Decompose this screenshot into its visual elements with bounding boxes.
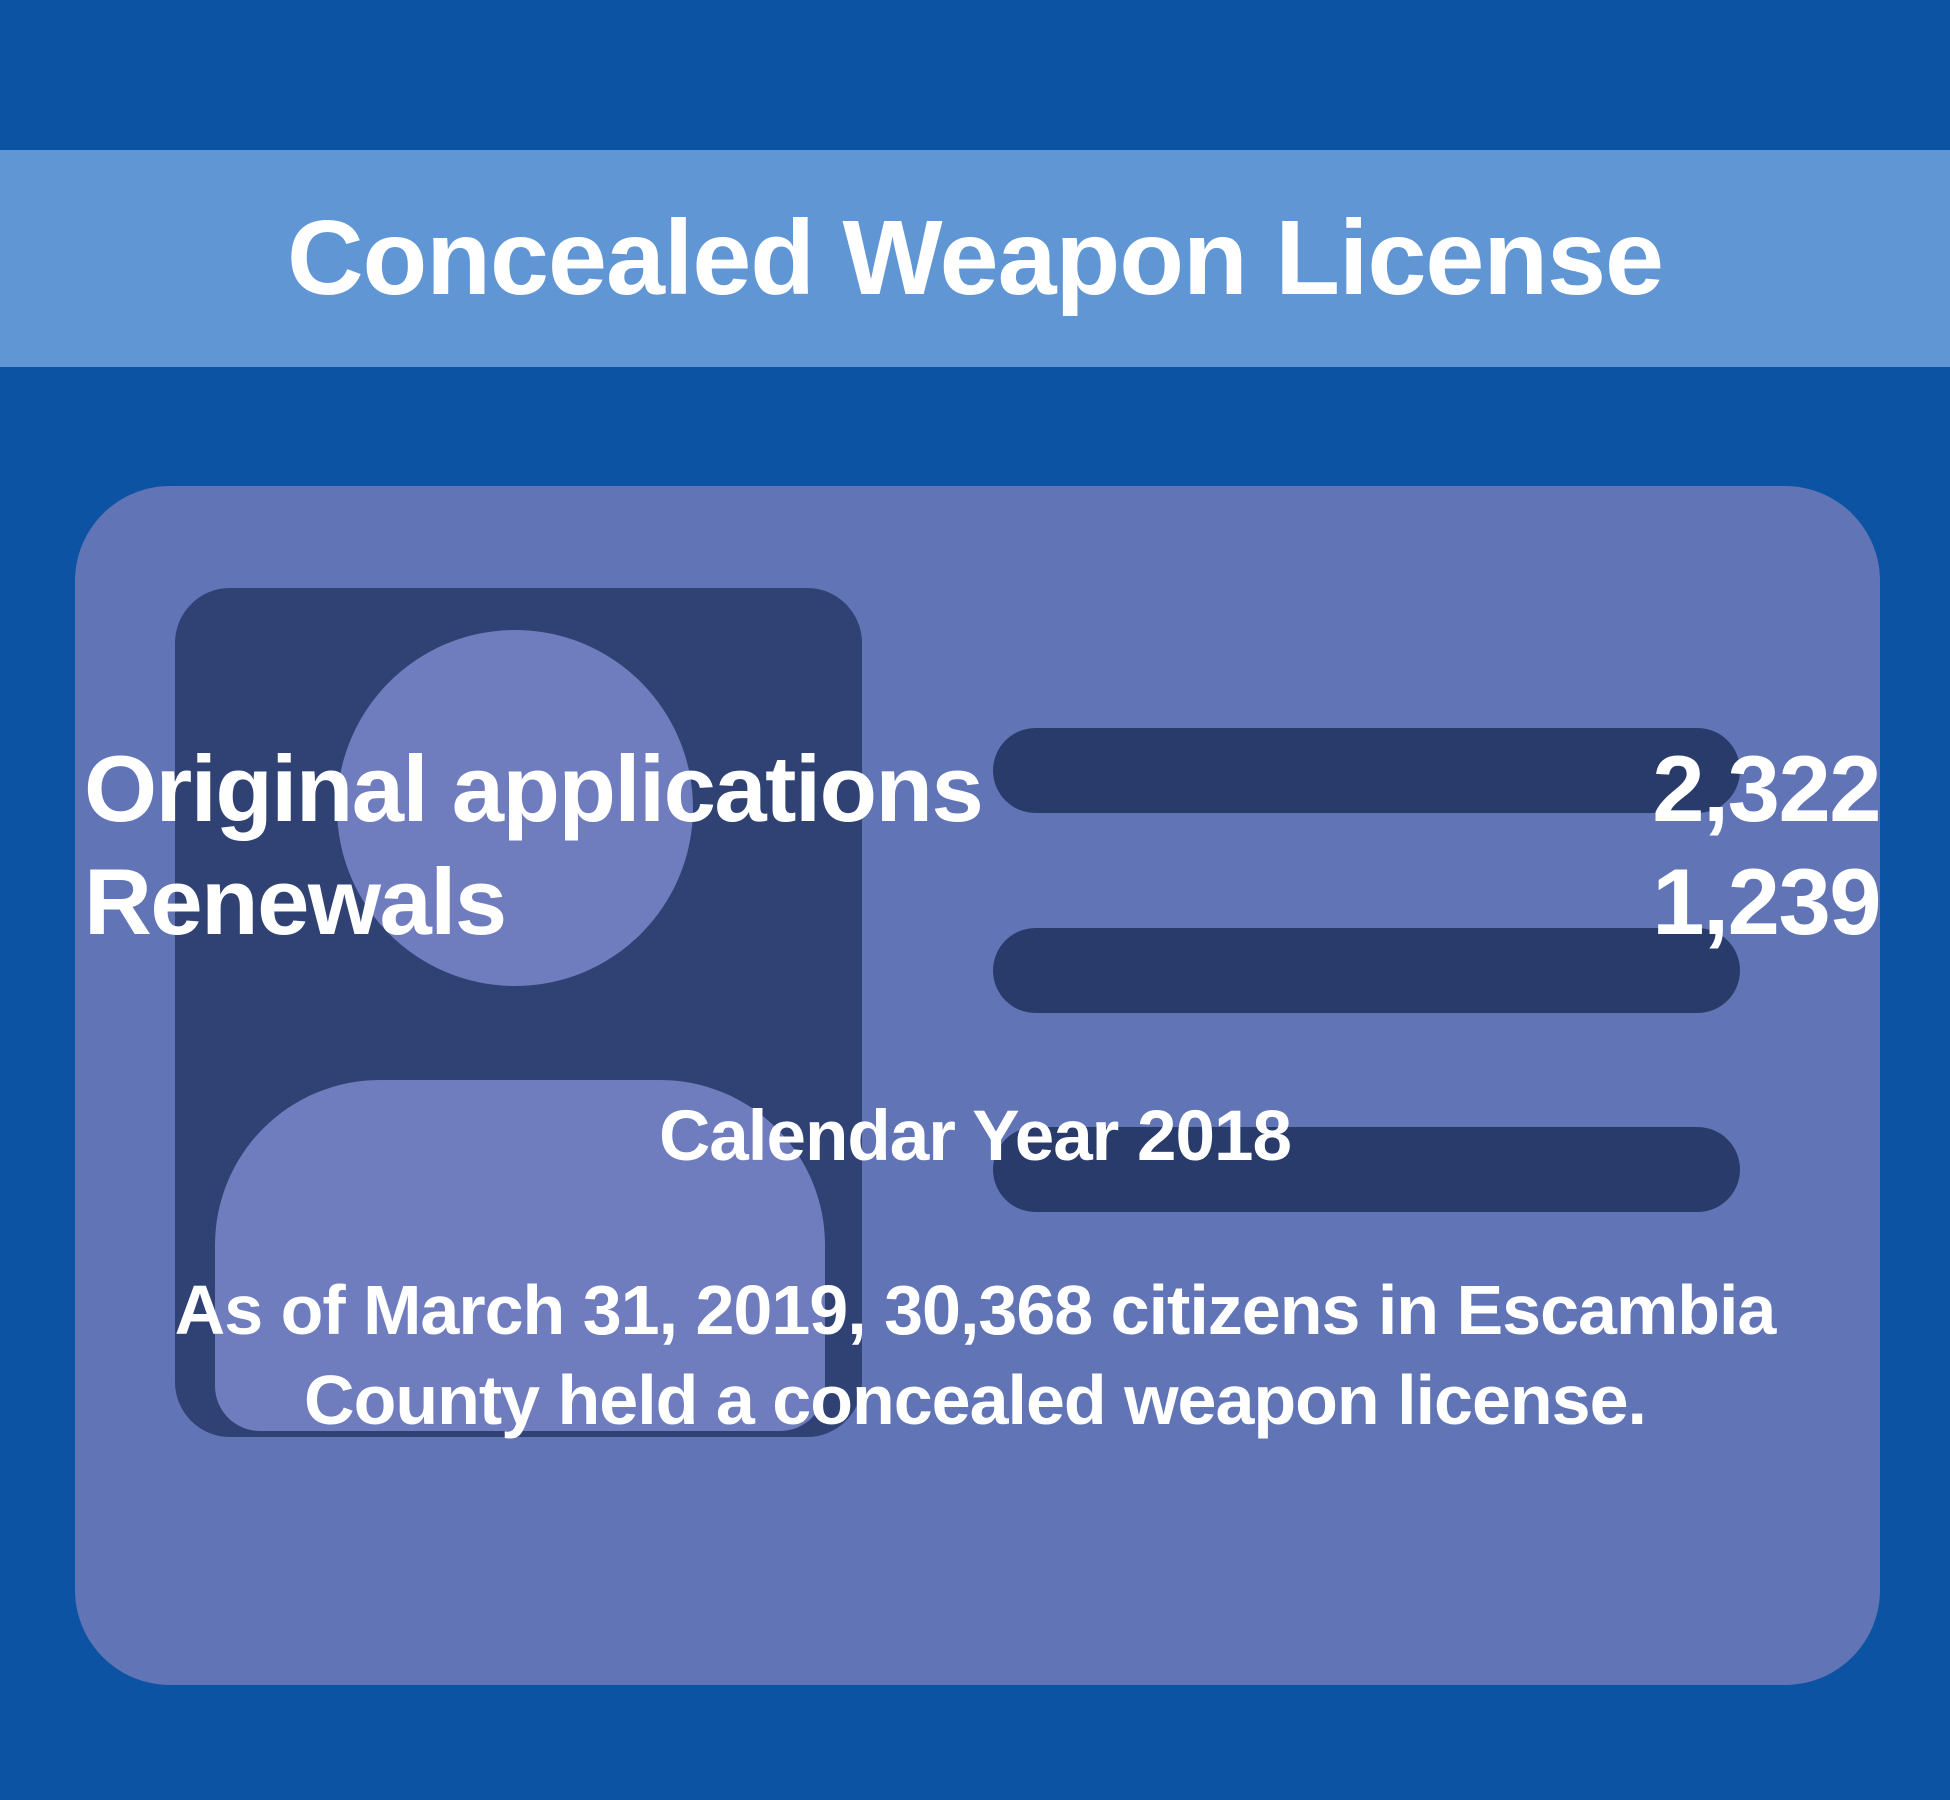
note-line-1: As of March 31, 2019, 30,368 citizens in Escambia: [174, 1271, 1776, 1349]
stat-row-original-applications: [84, 732, 1880, 845]
subtitle-calendar-year: Calendar Year 2018: [659, 1096, 1291, 1176]
stat-label: Renewals: [84, 848, 506, 954]
stat-label: Original applications: [84, 735, 983, 841]
stat-value: 1,239: [1652, 848, 1880, 954]
note-text: [0, 1265, 1950, 1445]
page-title: Concealed Weapon License: [287, 199, 1663, 317]
stat-value: 2,322: [1652, 735, 1880, 841]
note-line-2: County held a concealed weapon license.: [304, 1361, 1646, 1439]
header-banner: [0, 150, 1950, 367]
stat-row-renewals: [84, 845, 1880, 958]
